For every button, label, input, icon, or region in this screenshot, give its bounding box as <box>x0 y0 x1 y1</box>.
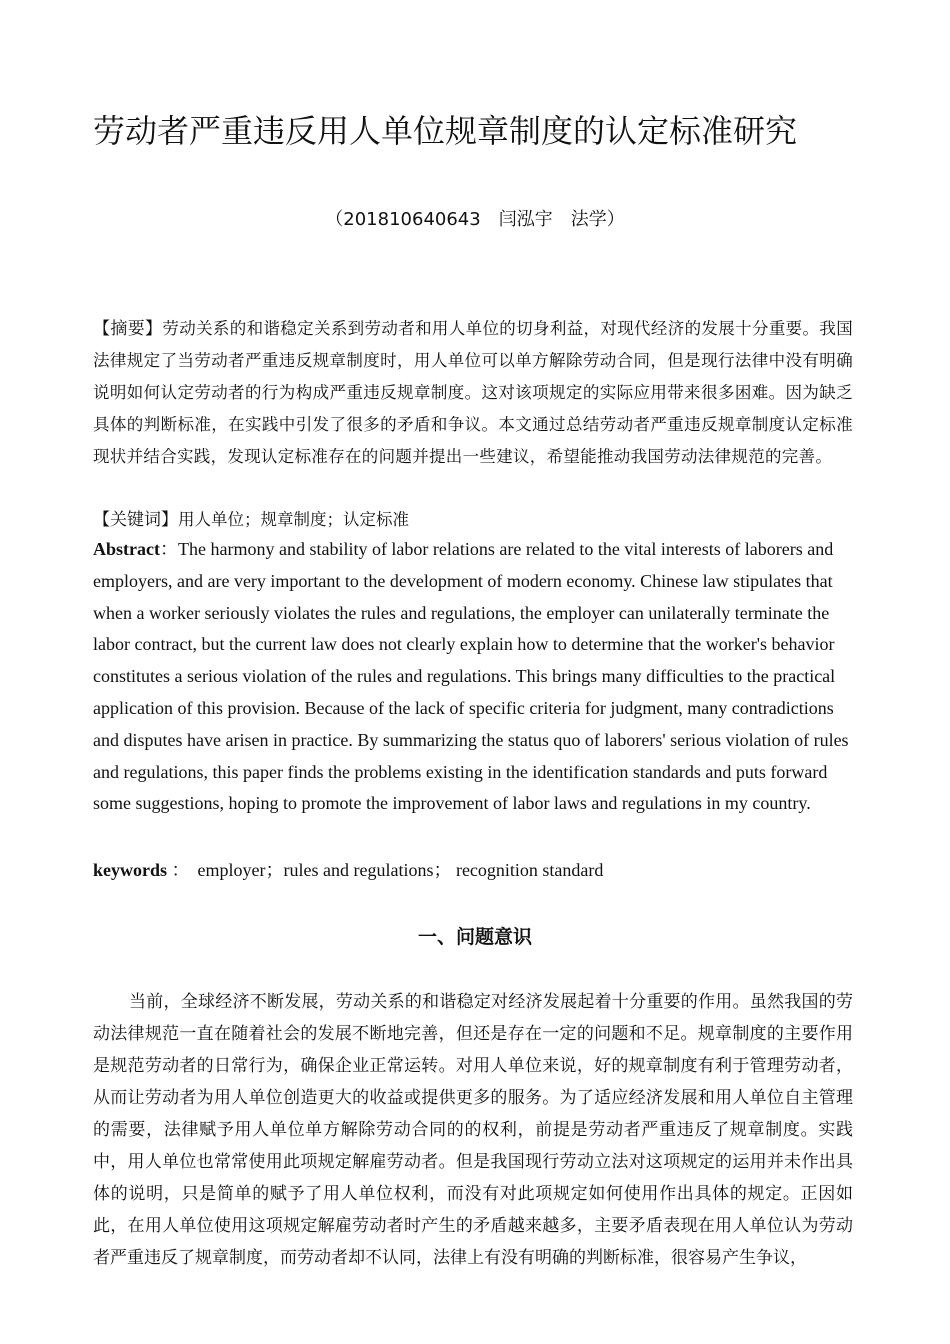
paper-title: 劳动者严重违反用人单位规章制度的认定标准研究 <box>93 112 798 150</box>
author-byline: （201810640643 闫泓宇 法学） <box>325 209 625 230</box>
abstract-english <box>93 534 853 820</box>
abstract-cn-label: 【摘要】 <box>93 319 163 339</box>
keywords-en-text: employer；rules and regulations； recognition standard <box>197 860 604 880</box>
abstract-cn-text: 劳动关系的和谐稳定关系到劳动者和用人单位的切身利益，对现代经济的发展十分重要。我国法律规定了当劳动者严重违反规章制度时，用人单位可以单方解除劳动合同，但是现行法律中没有明确说明如何认定劳动者的行为构成严重违反规章制度。这对该项规定的实际应用带来很多困难。因为缺乏具体的判断标准，在实践中引发了很多的矛盾和争议。本文通过总结劳动者严重违反规章制度认定标准现状并结合实践，发现认定标准存在的问题并提出一些建议，希望能推动我国劳动法律规范的完善。 <box>93 319 853 466</box>
abstract-en-text: The harmony and stability of labor relations are related to the vital interests of laborers and employers, and are very important to the development of modern economy. Chinese law stipulates that when a worker seriously violates the rules and regulations, the employer can unilaterally terminate the labor contract, but the current law does not clearly explain how to determine that the worker's behavior constitutes a serious violation of the rules and regulations. This brings many difficulties to the practical application of this provision. Because of the lack of specific criteria for judgment, many contradictions and disputes have arisen in practice. By summarizing the status quo of laborers' serious violation of rules and regulations, this paper finds the problems existing in the identification standards and puts forward some suggestions, hoping to promote the improvement of labor laws and regulations in my country. <box>93 539 849 814</box>
abstract-chinese <box>93 313 853 473</box>
keywords-chinese <box>93 504 853 536</box>
keywords-en-separator: ： <box>167 860 190 880</box>
abstract-en-separator: ： <box>159 539 178 559</box>
keywords-cn-label: 【关键词】 <box>93 510 178 530</box>
body-paragraph: 当前，全球经济不断发展，劳动关系的和谐稳定对经济发展起着十分重要的作用。虽然我国的劳动法律规范一直在随着社会的发展不断地完善，但还是存在一定的问题和不足。规章制度的主要作用是规范劳动者的日常行为，确保企业正常运转。对用人单位来说，好的规章制度有利于管理劳动者，从而让劳动者为用人单位创造更大的收益或提供更多的服务。为了适应经济发展和用人单位自主管理的需要，法律赋予用人单位单方解除劳动合同的的权利，前提是劳动者严重违反了规章制度。实践中，用人单位也常常使用此项规定解雇劳动者。但是我国现行劳动立法对这项规定的运用并未作出具体的说明，只是简单的赋予了用人单位权利，而没有对此项规定如何使用作出具体的规定。正因如此，在用人单位使用这项规定解雇劳动者时产生的矛盾越来越多，主要矛盾表现在用人单位认为劳动者严重违反了规章制度，而劳动者却不认同，法律上有没有明确的判断标准，很容易产生争议， <box>93 992 853 1268</box>
keywords-english <box>93 855 853 886</box>
keywords-cn-text: 用人单位；规章制度；认定标准 <box>178 510 409 529</box>
section-heading: 一、问题意识 <box>417 926 532 948</box>
keywords-en-label: keywords <box>93 860 168 880</box>
abstract-en-label: Abstract <box>93 539 160 559</box>
